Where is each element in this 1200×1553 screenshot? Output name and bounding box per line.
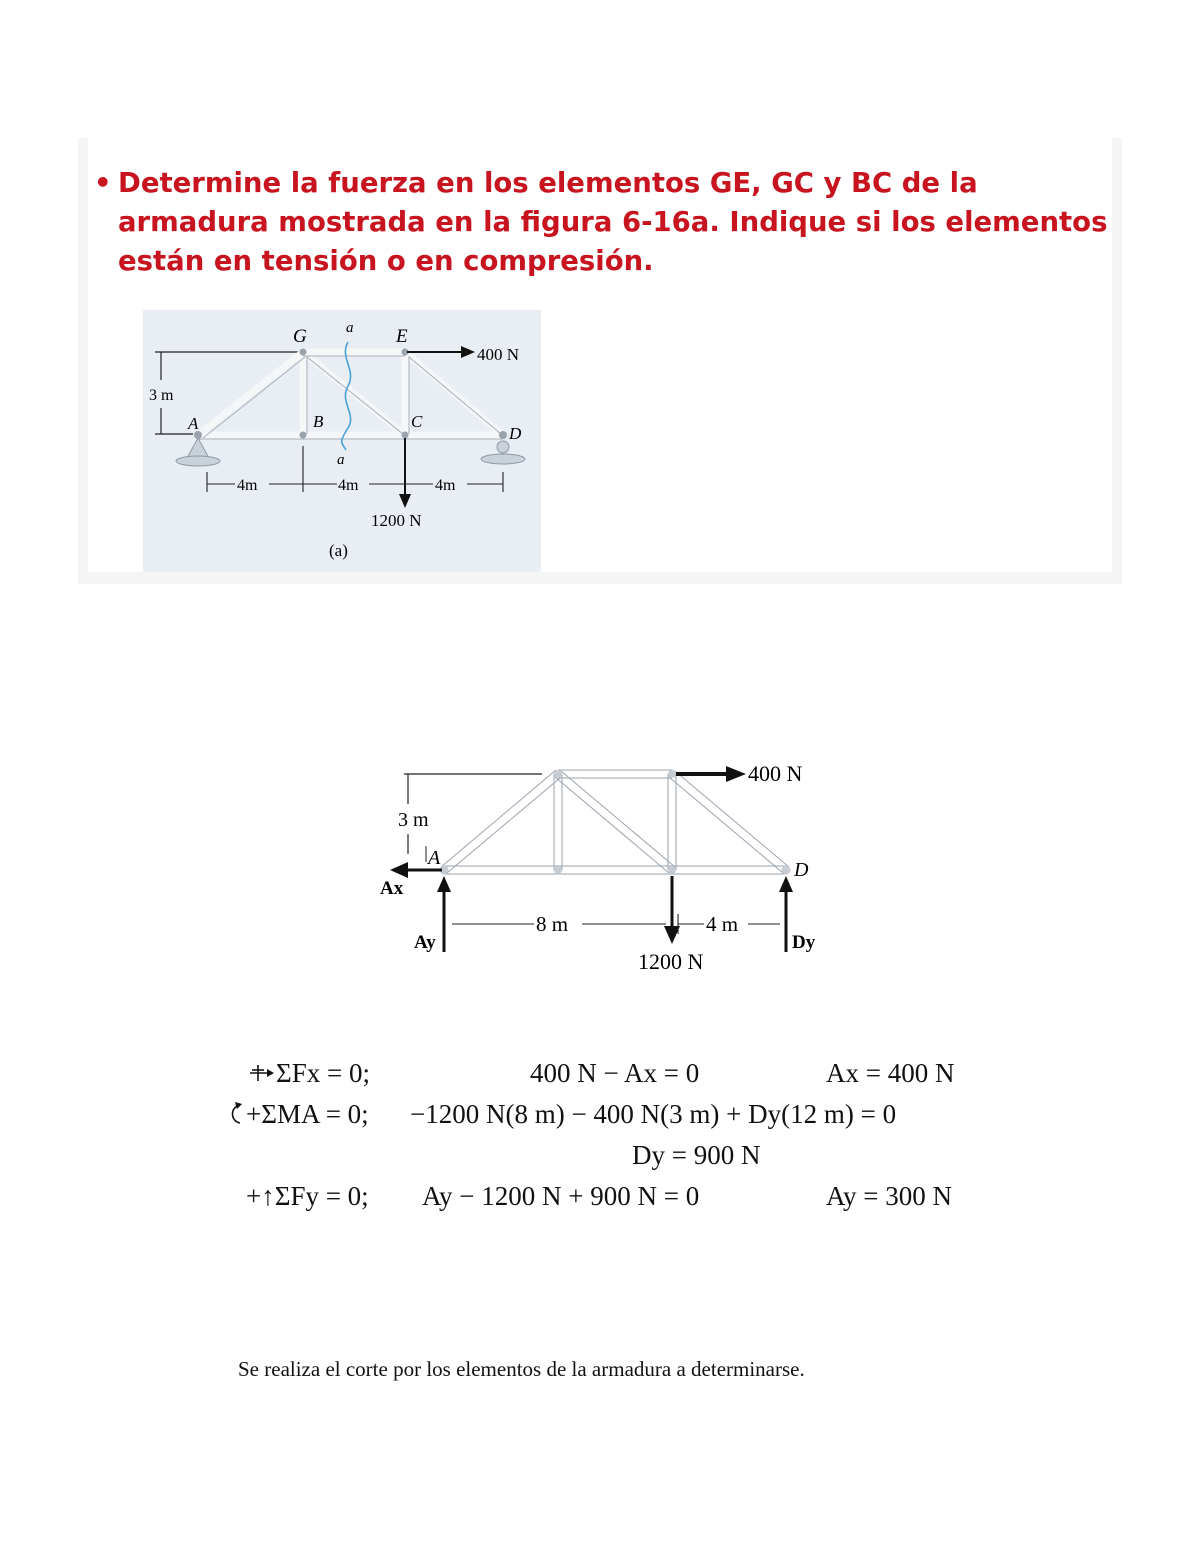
fy-equation: Ay − 1200 N + 900 N = 0: [422, 1181, 700, 1211]
section-label-top: a: [346, 320, 354, 336]
problem-statement: [94, 164, 1114, 281]
free-body-diagram-svg: [370, 752, 840, 984]
counterclockwise-moment-icon: [226, 1101, 246, 1127]
free-body-diagram: [370, 752, 840, 984]
sum-ma: +ΣMA = 0;: [246, 1099, 369, 1129]
fbd-truss-members: [444, 774, 786, 870]
equilibrium-equations: [200, 1050, 1000, 1220]
sum-fy: +↑ΣFy = 0;: [246, 1181, 369, 1211]
ax-label: Ax: [380, 878, 404, 899]
joint-c: [402, 432, 409, 439]
horizontal-load-label: 400 N: [477, 345, 520, 364]
label-b: B: [313, 412, 324, 431]
joint-g: [300, 349, 307, 356]
problem-text: Determine la fuerza en los elementos GE, GC y BC de la armadura mostrada en la figura 6-16a. Indique si los elementos están en tensión o en compresión.: [118, 167, 1108, 277]
fbd-label-a: A: [428, 847, 441, 869]
vertical-load-arrow: [399, 494, 411, 508]
joint-d: [499, 431, 507, 439]
fx-equation: 400 N − Ax = 0: [530, 1058, 700, 1088]
fbd-vertical-load-label: 1200 N: [638, 949, 704, 974]
dy-label: Dy: [792, 932, 816, 953]
rightward-plus-icon: [248, 1061, 276, 1085]
ay-arrow: [437, 876, 451, 892]
ay-label: Ay: [414, 932, 436, 953]
fbd-label-d: D: [794, 859, 809, 881]
roller-support: [481, 441, 525, 464]
sum-ma-row: [226, 1099, 369, 1130]
vertical-load-label: 1200 N: [371, 511, 422, 530]
dy-result: Dy = 900 N: [632, 1140, 761, 1170]
fbd-horizontal-load-label: 400 N: [748, 761, 803, 786]
span-label-8m: 8 m: [536, 912, 569, 936]
height-label: 3 m: [149, 387, 174, 404]
truss-figure-a-svg: [143, 310, 541, 572]
span-label-1: 4m: [237, 477, 258, 494]
section-cut-note: Se realiza el corte por los elementos de la armadura a determinarse.: [238, 1357, 805, 1381]
horizontal-load-arrow: [461, 346, 475, 358]
ay-result: Ay = 300 N: [826, 1181, 952, 1211]
fbd-height-label: 3 m: [398, 809, 429, 831]
pin-support: [176, 438, 220, 466]
dy-arrow: [779, 876, 793, 892]
figure-caption: (a): [329, 541, 348, 560]
span-label-3: 4m: [435, 477, 456, 494]
label-d: D: [509, 424, 522, 443]
sum-fx-row: [248, 1058, 370, 1089]
section-label-bottom: a: [337, 452, 345, 468]
bullet: •: [94, 167, 112, 199]
label-e: E: [396, 326, 408, 347]
ax-arrow: [390, 862, 408, 878]
sum-fx: ΣFx = 0;: [276, 1058, 370, 1088]
span-label-4m: 4 m: [706, 912, 739, 936]
label-g: G: [293, 326, 307, 347]
label-a: A: [188, 414, 199, 433]
span-label-2: 4m: [338, 477, 359, 494]
truss-figure-a: [143, 310, 541, 572]
ax-result: Ax = 400 N: [826, 1058, 955, 1088]
label-c: C: [411, 412, 423, 431]
ma-equation: −1200 N(8 m) − 400 N(3 m) + Dy(12 m) = 0: [410, 1099, 897, 1129]
joint-b: [300, 432, 307, 439]
fbd-horizontal-load-arrow: [726, 766, 746, 782]
